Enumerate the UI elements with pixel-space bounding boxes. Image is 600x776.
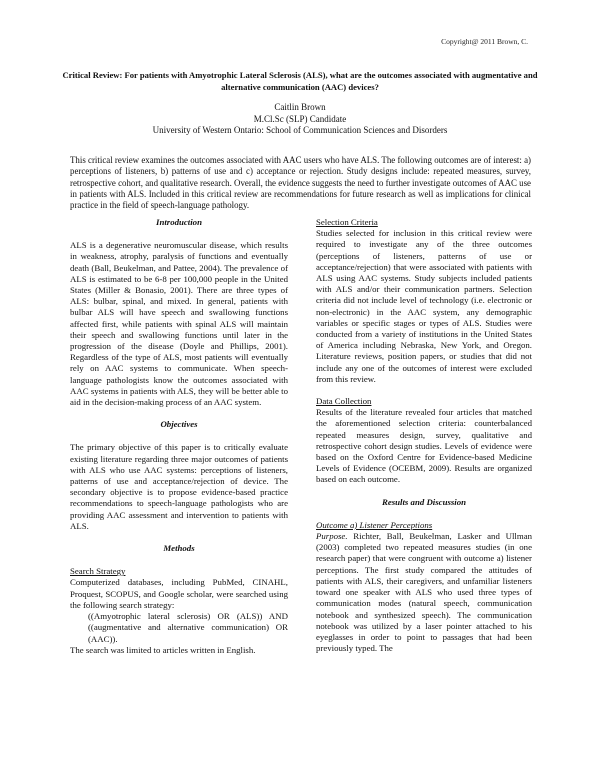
methods-heading: Methods [163,543,195,554]
left-column [70,217,288,656]
objectives-text: The primary objective of this paper is to critically evaluate existing literature regarding three major outcomes of patients with ALS who use AAC systems: perceptions of listeners, patterns of use and acceptance/rejection of device. The secondary objective is to propose evidence-based practice recommendations to speech-language pathologists who are providing AAC assessment and intervention to patients with ALS. [70,442,288,531]
search-limit: The search was limited to articles written in English. [70,644,256,655]
results-heading: Results and Discussion [381,496,467,507]
outcome-a-text [316,531,532,654]
outcome-a-heading: Outcome a) Listener Perceptions [316,519,433,530]
copyright-notice: Copyright@ 2011 Brown, C. [441,37,528,46]
purpose-text: Richter, Ball, Beukelman, Lasker and Ullman (2003) completed two repeated measures studies (in one research paper) that were congruent with outcome a) listener perceptions. The first study compared the attitudes of patients with ALS, their caregivers, and unfamiliar listeners toward one speaker with ALS who used three types of communication modes (natural speech, communication notebook and synthesized speech). The communication notebook was utilized by a laser pointer attached to his eyeglasses in order to point to passages that had been previously typed. The [316,531,532,654]
author-affiliation: University of Western Ontario: School of Communication Sciences and Disorders [152,125,448,135]
search-terms: ((Amyotrophic lateral sclerosis) OR (ALS)) AND ((augmentative and alternative communication) OR (AAC)). [88,611,288,644]
purpose-label: Purpose. [316,531,348,542]
author-block [62,102,538,137]
search-strategy-text: Computerized databases, including PubMed, CINAHL, Proquest, SCOPUS, and Google scholar, were searched using the following search strategy: [70,577,288,610]
introduction-heading: Introduction [156,217,202,227]
selection-criteria-heading: Selection Criteria [316,217,378,227]
author-degree: M.Cl.Sc (SLP) Candidate [253,113,347,124]
search-strategy-heading: Search Strategy [70,566,126,577]
paper-title: Critical Review: For patients with Amyotrophic Lateral Sclerosis (ALS), what are the outcomes associated with augmentative and alternative communication (AAC) devices? [62,70,538,92]
data-collection-heading: Data Collection [316,396,372,407]
data-collection-text: Results of the literature revealed four articles that matched the aforementioned selection criteria: counterbalanced repeated measures design, survey, qualitative and retrospective cohort design studies. Levels of evidence were based on the Oxford Centre for Evidence-based Medicine Levels of Evidence (OCEBM, 2009). Results are organized based on each outcome. [316,407,532,485]
abstract: This critical review examines the outcomes associated with AAC users who have ALS. The following outcomes are of interest: a) perceptions of listeners, b) patterns of use and c) acceptance or rejection. Study designs include: repeated measures, survey, retrospective cohort, and qualitative research. Overall, the evidence suggests the need to further investigate outcomes of AAC use in patients with ALS. Included in this critical review are recommendations for future research as well as implications for clinical practice in the field of speech-language pathology. [70,155,531,211]
selection-criteria-text: Studies selected for inclusion in this critical review were required to investigate any of the three outcomes (perceptions of listeners, patterns of use or acceptance/rejection) that were associated with patients with ALS using AAC systems. Study subjects included patients with ALS and/or their communication partners. Selection criteria did not include level of technology (i.e. electronic or non-electronic) in the AAC system, any demographic variables or specific stages or types of ALS. Studies were conducted from a variety of institutions in the United States of America including Nebraska, New York, and Oregon. Literature reviews, position papers, or studies that did not include any one of the outcomes of interest were excluded from this review. [316,228,532,384]
author-name: Caitlin Brown [274,102,326,112]
introduction-text: ALS is a degenerative neuromuscular disease, which results in weakness, atrophy, paralysis of functions and eventually death (Ball, Beukelman, and Pattee, 2004). The prevalence of ALS is estimated to be 6-8 per 100,000 people in the United States (Miller & Bonasio, 2001). There are three types of ALS: bulbar, spinal, and mixed. In general, patients with bulbar ALS will have speech and swallowing functions affected first, while patients with spinal ALS will maintain their speech and swallowing functions until later in the progression of the disease (Doyle and Phillips, 2001). Regardless of the type of ALS, most patients will eventually rely on AAC systems to communicate. When speech-language pathologists know the outcomes associated with AAC systems in patients with ALS, they will be better able to aid in the decision-making process of an AAC system. [70,240,288,408]
right-column [316,217,532,654]
objectives-heading: Objectives [160,419,198,430]
